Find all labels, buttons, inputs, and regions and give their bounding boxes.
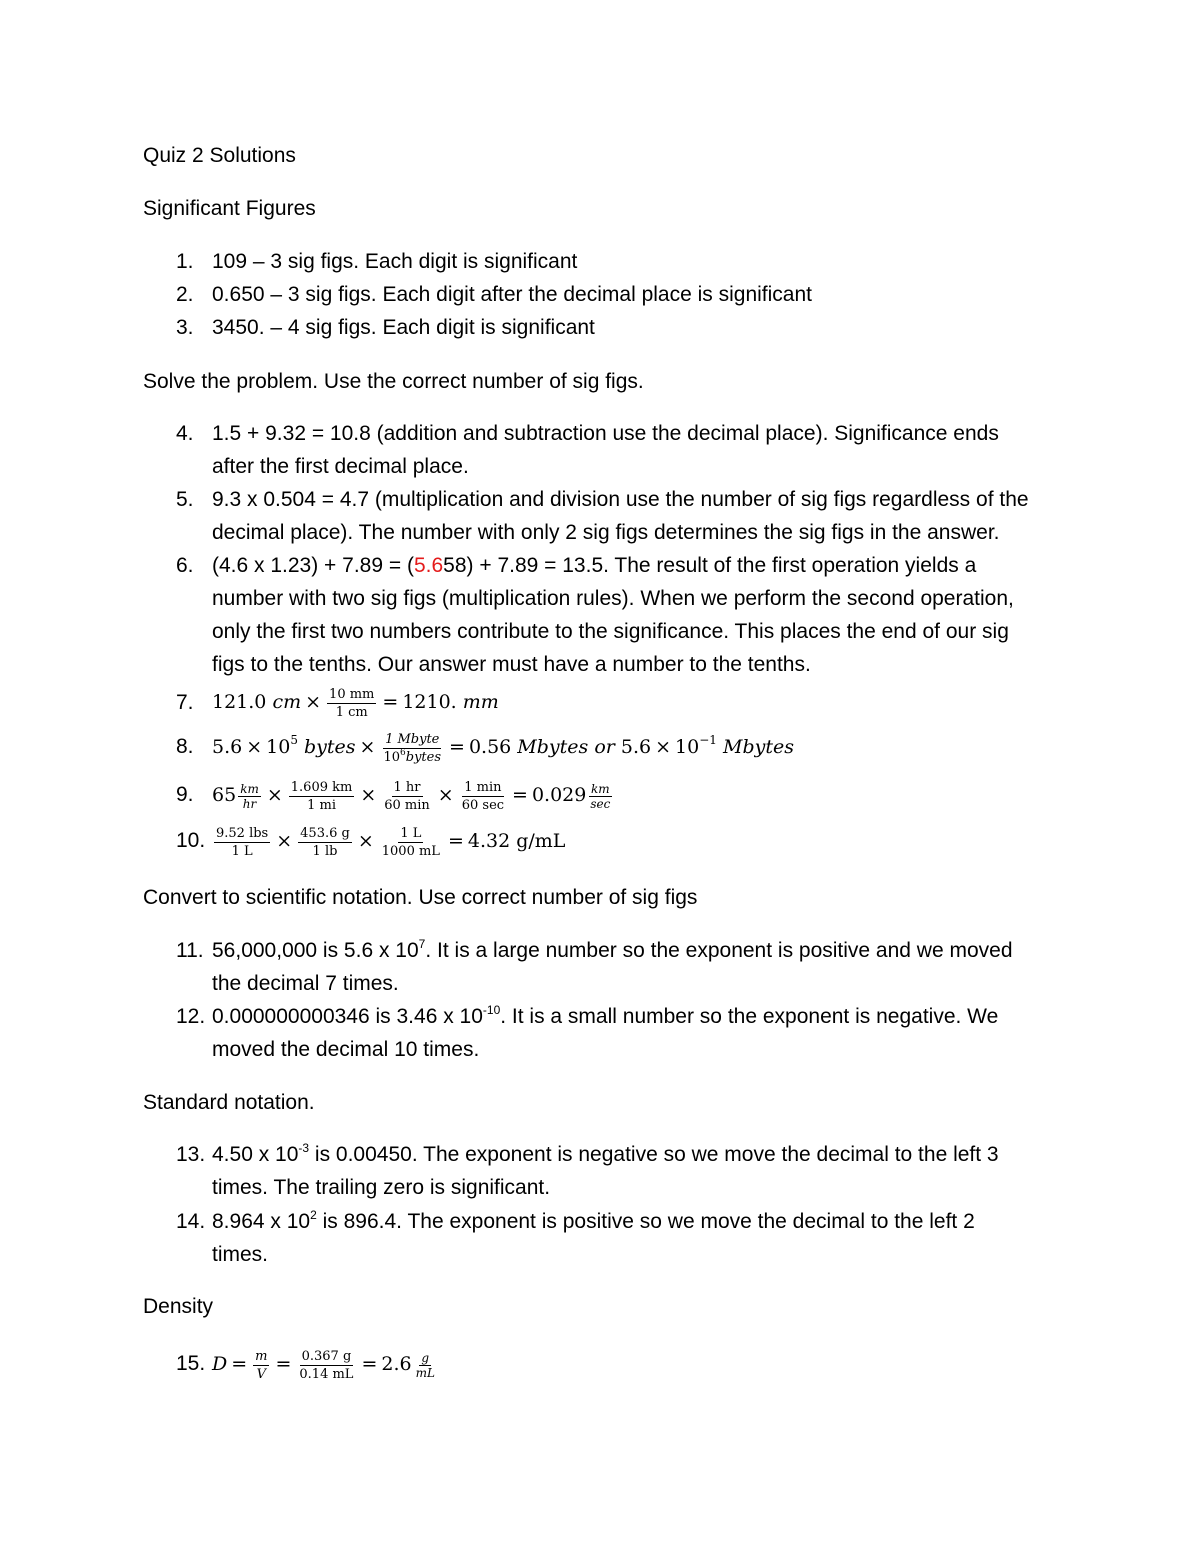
math-unit: bytes bbox=[304, 736, 356, 758]
numerator bbox=[419, 1351, 431, 1366]
item-number: 6. bbox=[176, 554, 194, 577]
math-number: 10 bbox=[266, 736, 291, 758]
item-text: the decimal 7 times. bbox=[212, 972, 399, 995]
item-number: 7. bbox=[176, 691, 194, 714]
exponent: -3 bbox=[298, 1141, 310, 1155]
math-number: 0.56 bbox=[468, 736, 512, 758]
denominator bbox=[255, 1366, 268, 1383]
equation bbox=[212, 726, 794, 768]
item-text bbox=[212, 1004, 998, 1030]
equals-symbol: = bbox=[512, 784, 528, 806]
equation bbox=[212, 682, 499, 722]
item-text: figs to the tenths. Our answer must have a number to the tenths. bbox=[212, 653, 811, 676]
item-text bbox=[212, 938, 1013, 964]
text-segment: 58) + 7.89 = 13.5. The result of the first operation yields a bbox=[443, 554, 977, 577]
text-segment: . It is a large number so the exponent is positive and we moved bbox=[425, 939, 1013, 962]
item-text: 3450. – 4 sig figs. Each digit is significant bbox=[212, 316, 595, 339]
times-symbol: × bbox=[276, 830, 293, 852]
exponent: 7 bbox=[418, 937, 426, 951]
fraction bbox=[214, 825, 270, 860]
math-unit: cm bbox=[272, 691, 302, 713]
times-symbol: × bbox=[437, 784, 454, 806]
math-number: 2.6 bbox=[381, 1353, 412, 1375]
section-heading-standard: Standard notation. bbox=[143, 1091, 315, 1114]
equals-symbol: = bbox=[231, 1353, 248, 1375]
numerator: 1.609 km bbox=[290, 779, 353, 795]
denominator: 1 cm bbox=[335, 704, 368, 720]
item-text: number with two sig figs (multiplication rules). When we perform the second operation, bbox=[212, 587, 1014, 610]
times-symbol: × bbox=[359, 736, 376, 758]
page-title: Quiz 2 Solutions bbox=[143, 144, 296, 167]
text-segment: . It is a small number so the exponent is negative. We bbox=[500, 1005, 999, 1028]
text-segment: 56,000,000 is 5.6 x 10 bbox=[212, 939, 419, 962]
text-segment: is 896.4. The exponent is positive so we move the decimal to the left 2 bbox=[316, 1210, 975, 1233]
exponent: 6 bbox=[400, 747, 406, 758]
math-unit: km bbox=[240, 781, 259, 796]
section-heading-density: Density bbox=[143, 1295, 214, 1318]
numerator: 453.6 g bbox=[300, 825, 350, 841]
item-number: 14. bbox=[176, 1210, 206, 1233]
item-text: decimal place). The number with only 2 sig figs determines the sig figs in the answer. bbox=[212, 521, 1000, 544]
item-number: 8. bbox=[176, 735, 194, 758]
item-number: 11. bbox=[176, 939, 204, 962]
item-number: 15. bbox=[176, 1352, 206, 1375]
item-number: 12. bbox=[176, 1005, 206, 1028]
times-symbol: × bbox=[655, 736, 672, 758]
times-symbol: × bbox=[357, 830, 374, 852]
text-segment: (4.6 x 1.23) + 7.89 = ( bbox=[212, 554, 414, 577]
item-text: 9.3 x 0.504 = 4.7 (multiplication and division use the number of sig figs regardless of the bbox=[212, 488, 1029, 511]
math-unit: Mbytes bbox=[722, 736, 794, 758]
denominator bbox=[588, 797, 612, 811]
math-unit: hr bbox=[242, 796, 257, 811]
denominator: 60 sec bbox=[461, 797, 505, 813]
highlighted-digits: 5.6 bbox=[413, 554, 444, 577]
item-number: 13. bbox=[176, 1143, 206, 1166]
math-word: or bbox=[594, 736, 615, 758]
exponent: −1 bbox=[699, 733, 717, 747]
denominator: 1 mi bbox=[307, 797, 336, 813]
math-number: 65 bbox=[212, 784, 237, 806]
math-unit: km bbox=[591, 781, 610, 796]
item-text bbox=[212, 1142, 999, 1168]
item-number: 4. bbox=[176, 422, 194, 445]
numerator: 10 mm bbox=[329, 686, 375, 702]
math-unit: mL bbox=[415, 1365, 435, 1380]
section-heading-scientific: Convert to scientific notation. Use correct number of sig figs bbox=[143, 886, 698, 909]
math-number: 1210. bbox=[402, 691, 457, 713]
item-number: 10. bbox=[176, 829, 206, 852]
fraction bbox=[289, 779, 355, 814]
numerator: 0.367 g bbox=[301, 1348, 352, 1364]
numerator bbox=[383, 731, 441, 749]
item-text: moved the decimal 10 times. bbox=[212, 1038, 480, 1061]
fraction bbox=[253, 1348, 269, 1383]
fraction bbox=[327, 686, 376, 721]
item-number: 1. bbox=[176, 250, 194, 273]
text-segment: 0.000000000346 is 3.46 x 10 bbox=[212, 1005, 483, 1028]
fraction bbox=[382, 779, 432, 814]
denominator: 1000 mL bbox=[381, 843, 440, 859]
item-text: 109 – 3 sig figs. Each digit is significant bbox=[212, 250, 578, 273]
exponent: 2 bbox=[310, 1208, 317, 1222]
math-unit: sec bbox=[590, 796, 611, 811]
times-symbol: × bbox=[360, 784, 377, 806]
math-unit: bytes bbox=[405, 749, 442, 765]
fraction bbox=[298, 825, 352, 860]
item-text bbox=[212, 553, 976, 579]
text-segment: 8.964 x 10 bbox=[212, 1210, 311, 1233]
denominator: 60 min bbox=[384, 797, 430, 813]
section-heading-sig-figs: Significant Figures bbox=[143, 197, 316, 220]
denominator bbox=[414, 1366, 437, 1380]
denominator: 1 L bbox=[231, 843, 253, 859]
math-unit: 1 Mbyte bbox=[385, 731, 440, 747]
fraction bbox=[297, 1348, 355, 1383]
math-result: 4.32 g/mL bbox=[467, 830, 566, 852]
fraction bbox=[588, 782, 612, 811]
numerator: 1 hr bbox=[393, 779, 421, 795]
times-symbol: × bbox=[266, 784, 283, 806]
item-text: times. The trailing zero is significant. bbox=[212, 1176, 551, 1199]
math-unit: mm bbox=[462, 691, 499, 713]
text-segment: is 0.00450. The exponent is negative so we move the decimal to the left 3 bbox=[309, 1143, 999, 1166]
math-unit: g bbox=[421, 1350, 430, 1365]
equation bbox=[212, 818, 565, 864]
times-symbol: × bbox=[246, 736, 263, 758]
exponent: 5 bbox=[290, 733, 298, 747]
equals-symbol: = bbox=[361, 1353, 378, 1375]
numerator: 1 min bbox=[464, 779, 502, 795]
denominator bbox=[381, 749, 443, 766]
math-variable: D bbox=[212, 1353, 228, 1375]
fraction bbox=[238, 782, 261, 811]
exponent: -10 bbox=[482, 1003, 501, 1017]
math-unit: Mbytes bbox=[517, 736, 589, 758]
equals-symbol: = bbox=[382, 691, 399, 713]
numerator: 9.52 lbs bbox=[216, 825, 269, 841]
item-number: 9. bbox=[176, 783, 194, 806]
denominator: 1 lb bbox=[312, 843, 338, 859]
fraction bbox=[460, 779, 506, 814]
item-text: 1.5 + 9.32 = 10.8 (addition and subtraction use the decimal place). Significance ends bbox=[212, 422, 999, 445]
numerator: 1 L bbox=[400, 825, 422, 841]
math-number: 0.029 bbox=[531, 784, 587, 806]
text-segment: 4.50 x 10 bbox=[212, 1143, 299, 1166]
numerator bbox=[253, 1348, 269, 1366]
item-number: 2. bbox=[176, 283, 194, 306]
math-variable: m bbox=[255, 1348, 268, 1364]
fraction bbox=[414, 1351, 437, 1380]
numerator bbox=[589, 782, 612, 797]
equals-symbol: = bbox=[449, 736, 465, 758]
denominator bbox=[241, 797, 258, 811]
item-text: 0.650 – 3 sig figs. Each digit after the decimal place is significant bbox=[212, 283, 812, 306]
equals-symbol: = bbox=[447, 830, 464, 852]
fraction bbox=[380, 825, 442, 860]
item-number: 5. bbox=[176, 488, 194, 511]
math-number: 5.6 bbox=[620, 736, 652, 758]
denominator: 0.14 mL bbox=[299, 1366, 354, 1382]
equation bbox=[212, 773, 614, 817]
equation bbox=[212, 1341, 439, 1387]
math-number: 10 bbox=[383, 749, 401, 765]
item-text bbox=[212, 1209, 975, 1235]
item-text: only the first two numbers contribute to the significance. This places the end of our sig bbox=[212, 620, 1009, 643]
numerator bbox=[238, 782, 261, 797]
math-number: 121.0 bbox=[212, 691, 267, 713]
item-number: 3. bbox=[176, 316, 194, 339]
math-number: 5.6 bbox=[212, 736, 243, 758]
times-symbol: × bbox=[305, 691, 322, 713]
fraction bbox=[381, 731, 443, 766]
section-heading-solve: Solve the problem. Use the correct number of sig figs. bbox=[143, 370, 644, 393]
item-text: after the first decimal place. bbox=[212, 455, 469, 478]
equals-symbol: = bbox=[275, 1353, 292, 1375]
math-variable: V bbox=[256, 1366, 267, 1382]
item-text: times. bbox=[212, 1243, 269, 1266]
math-number: 10 bbox=[675, 736, 700, 758]
